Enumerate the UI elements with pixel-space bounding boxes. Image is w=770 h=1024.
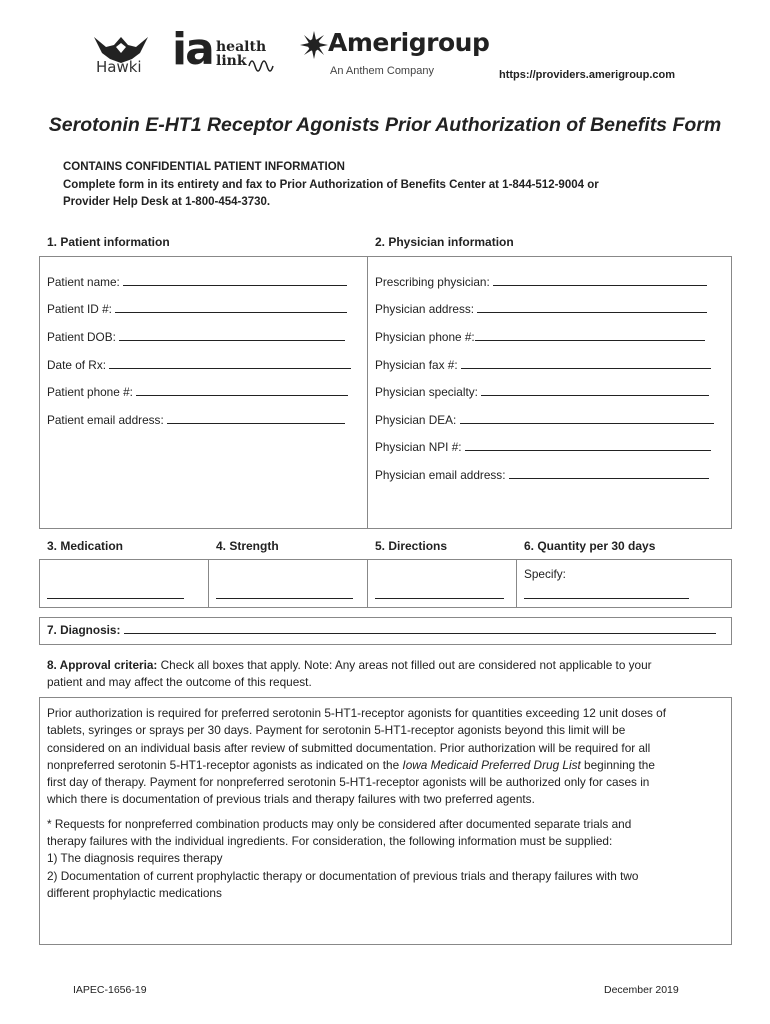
ia-wave-icon bbox=[248, 54, 278, 72]
form-id: IAPEC-1656-19 bbox=[73, 984, 147, 996]
hawki-logo-text: Hawki bbox=[96, 58, 142, 76]
diagnosis-field[interactable]: 7. Diagnosis: bbox=[47, 623, 716, 637]
physician-phone-field[interactable]: Physician phone #: bbox=[375, 330, 705, 344]
prescribing-physician-field[interactable]: Prescribing physician: bbox=[375, 275, 707, 289]
date-of-rx-field[interactable]: Date of Rx: bbox=[47, 358, 351, 372]
medication-heading: 3. Medication bbox=[47, 539, 124, 553]
form-date: December 2019 bbox=[604, 984, 679, 996]
physician-specialty-field[interactable]: Physician specialty: bbox=[375, 385, 709, 399]
physician-dea-field[interactable]: Physician DEA: bbox=[375, 413, 714, 427]
patient-id-field[interactable]: Patient ID #: bbox=[47, 302, 347, 316]
directions-heading: 5. Directions bbox=[375, 539, 448, 553]
quantity-heading: 6. Quantity per 30 days bbox=[524, 539, 656, 553]
physician-fax-field[interactable]: Physician fax #: bbox=[375, 358, 711, 372]
quantity-input[interactable] bbox=[524, 588, 689, 599]
ia-logo-link: link bbox=[216, 53, 247, 69]
patient-name-field[interactable]: Patient name: bbox=[47, 275, 347, 289]
amerigroup-starburst-icon bbox=[299, 30, 329, 60]
criteria-text: Prior authorization is required for preferred serotonin 5-HT1-receptor agonists for quantities exceeding 12 unit doses of tablets, syringes or sprays per 30 days. Payment for serotonin 5-HT1-receptor agonists beyond this limit will be considered on an individual basis after review of submitted documentation. Prior authorization will be required for all nonpreferred serotonin 5-HT1-receptor agonists as indicated on the Iowa Medicaid Preferred Drug List beginning the first day of therapy. Payment for nonpreferred serotonin 5-HT1-receptor agonists will be authorized only for cases in which there is documentation of previous trials and therapy failures with two preferred agents. * Requests for nonpreferred combination products may only be considered after documented separate trials and therapy failures with the individual ingredients. For consideration, the following information must be supplied: 1) The diagnosis requires therapy 2) Documentation of current prophylactic therapy or documentation of previous trials and therapy failures with two different prophylactic medications bbox=[47, 706, 667, 900]
medication-box bbox=[39, 559, 732, 608]
physician-npi-field[interactable]: Physician NPI #: bbox=[375, 440, 711, 454]
intro-block bbox=[63, 159, 599, 212]
fax-instructions-line1: Complete form in its entirety and fax to Prior Authorization of Benefits Center at 1-844-512-9004 or bbox=[63, 178, 599, 191]
medication-input[interactable] bbox=[47, 588, 184, 599]
confidential-notice: CONTAINS CONFIDENTIAL PATIENT INFORMATION bbox=[63, 161, 345, 173]
iowa-pdl-reference: Iowa Medicaid Preferred Drug List bbox=[402, 757, 581, 772]
ia-logo-main: ia bbox=[172, 24, 213, 75]
ia-logo-health: health bbox=[216, 39, 267, 55]
physician-email-field[interactable]: Physician email address: bbox=[375, 468, 709, 482]
patient-dob-field[interactable]: Patient DOB: bbox=[47, 330, 345, 344]
anthem-tagline: An Anthem Company bbox=[330, 65, 434, 77]
approval-criteria-label: 8. Approval criteria: bbox=[47, 658, 158, 672]
patient-email-field[interactable]: Patient email address: bbox=[47, 413, 345, 427]
amerigroup-logo-text: Amerigroup bbox=[328, 28, 490, 57]
ia-health-link-logo bbox=[172, 24, 282, 80]
directions-input[interactable] bbox=[375, 588, 504, 599]
form-title: Serotonin E-HT1 Receptor Agonists Prior Authorization of Benefits Form bbox=[48, 114, 722, 136]
approval-criteria-intro: 8. Approval criteria: Check all boxes that apply. Note: Any areas not filled out are considered not applicable to your patient and may affect the outcome of this request. bbox=[47, 658, 652, 690]
strength-input[interactable] bbox=[216, 588, 353, 599]
fax-instructions-line2: Provider Help Desk at 1-800-454-3730. bbox=[63, 196, 271, 208]
specify-label: Specify: bbox=[524, 567, 566, 581]
physician-address-field[interactable]: Physician address: bbox=[375, 302, 707, 316]
physician-info-heading: 2. Physician information bbox=[375, 235, 514, 249]
patient-info-heading: 1. Patient information bbox=[47, 235, 170, 249]
provider-url: https://providers.amerigroup.com bbox=[499, 69, 676, 81]
strength-heading: 4. Strength bbox=[216, 539, 279, 553]
patient-phone-field[interactable]: Patient phone #: bbox=[47, 385, 348, 399]
